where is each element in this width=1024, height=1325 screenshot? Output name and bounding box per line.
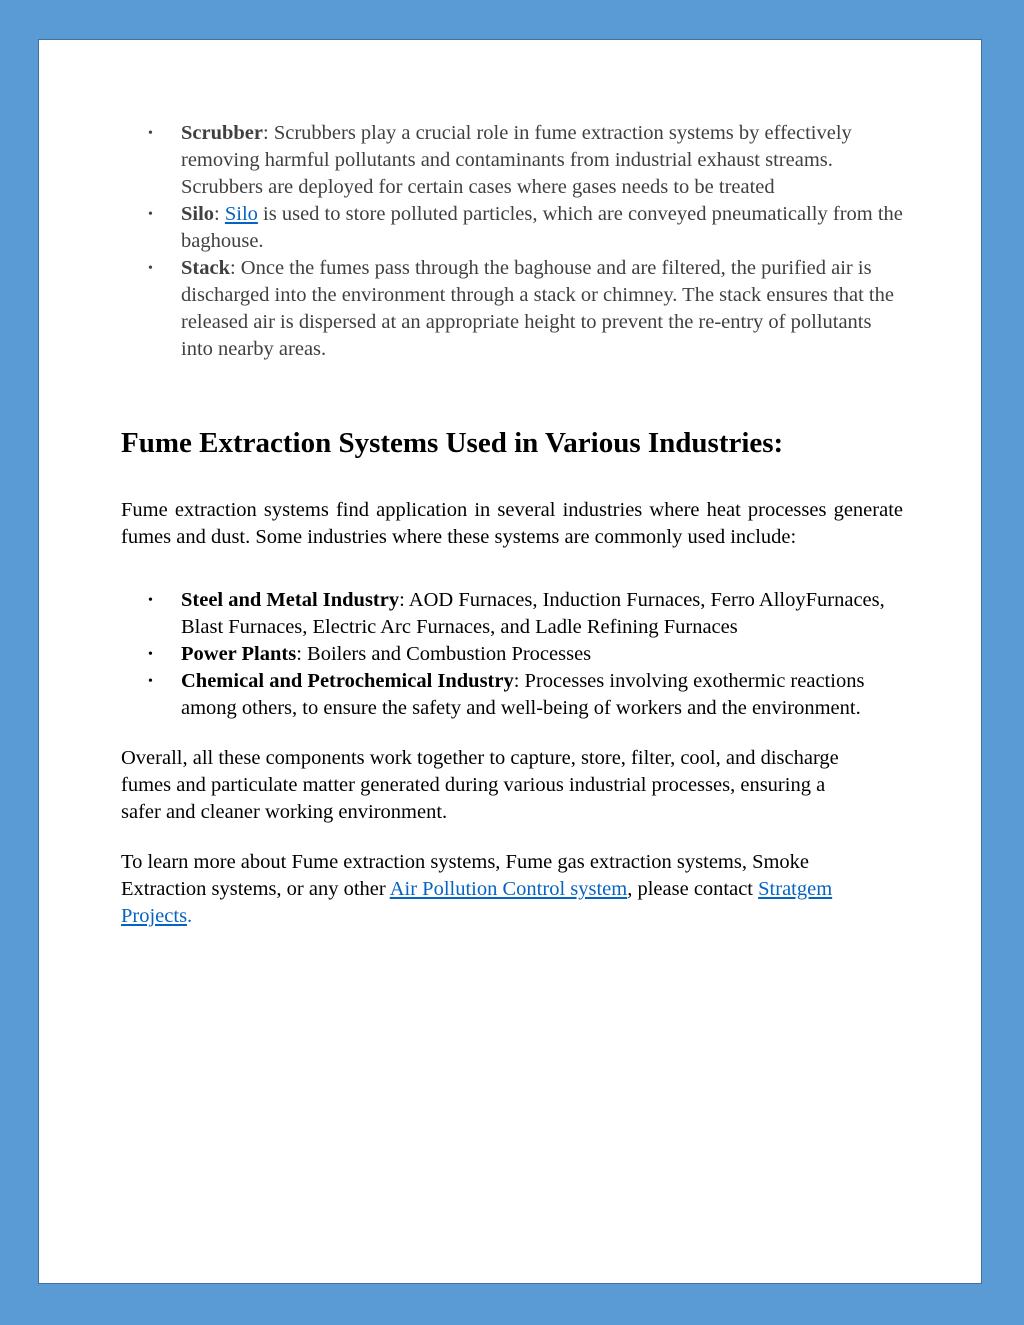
list-item-scrubber (121, 120, 903, 201)
contact-text-middle: , please contact (627, 878, 759, 900)
components-list (121, 120, 903, 363)
desc-steel: : AOD Furnaces, Induction Furnaces, Ferro AlloyFurnaces, Blast Furnaces, Electric Arc Furnaces, and Ladle Refining Furnaces (181, 589, 885, 638)
intro-paragraph: Fume extraction systems find application in several industries where heat processes generate fumes and dust. Some industries where these systems are commonly used include: (121, 499, 903, 548)
desc-silo: is used to store polluted particles, which are conveyed pneumatically from the baghouse. (181, 203, 903, 252)
air-pollution-control-link[interactable]: Air Pollution Control system (389, 878, 628, 900)
term-scrubber: Scrubber (181, 122, 263, 144)
page-content (121, 120, 903, 930)
bullet-icon: • (148, 207, 153, 222)
desc-stack: : Once the fumes pass through the baghouse and are filtered, the purified air is discharged into the environment through a stack or chimney. The stack ensures that the released air is dispersed at an appropriate height to prevent the re-entry of pollutants into nearby areas. (181, 257, 894, 360)
overall-paragraph: Overall, all these components work together to capture, store, filter, cool, and discharge fumes and particulate matter generated during various industrial processes, ensuring a safer and cleaner working environment. (121, 747, 839, 823)
bullet-icon: • (148, 261, 153, 276)
term-steel: Steel and Metal Industry (181, 589, 400, 611)
term-chemical: Chemical and Petrochemical Industry (181, 670, 514, 692)
contact-text-before: To learn more about Fume extraction systems, Fume gas extraction systems, Smoke Extraction systems, or any other (121, 851, 810, 900)
contact-text-after: . (187, 905, 193, 927)
bullet-icon: • (148, 674, 153, 689)
industries-list (121, 587, 903, 722)
term-power: Power Plants (181, 643, 297, 665)
list-item-power (121, 641, 903, 668)
contact-paragraph (121, 849, 851, 930)
separator-silo: : (214, 203, 225, 225)
list-item-chemical (121, 668, 903, 722)
desc-chemical: : Processes involving exothermic reactions among others, to ensure the safety and well-being of workers and the environment. (181, 670, 865, 719)
bullet-icon: • (148, 647, 153, 662)
document-page (38, 39, 982, 1284)
list-item-stack (121, 255, 903, 363)
term-silo: Silo (181, 203, 215, 225)
silo-link[interactable]: Silo (224, 203, 258, 225)
term-stack: Stack (181, 257, 230, 279)
section-heading: Fume Extraction Systems Used in Various Industries: (121, 427, 784, 459)
list-item-silo (121, 201, 903, 255)
bullet-icon: • (148, 126, 153, 141)
stratgem-projects-link[interactable]: Stratgem Projects (121, 878, 833, 927)
bullet-icon: • (148, 593, 153, 608)
desc-power: : Boilers and Combustion Processes (296, 643, 592, 665)
desc-scrubber: : Scrubbers play a crucial role in fume extraction systems by effectively removing harmful pollutants and contaminants from industrial exhaust streams. Scrubbers are deployed for certain cases where gases needs to be treated (181, 122, 852, 198)
list-item-steel (121, 587, 903, 641)
